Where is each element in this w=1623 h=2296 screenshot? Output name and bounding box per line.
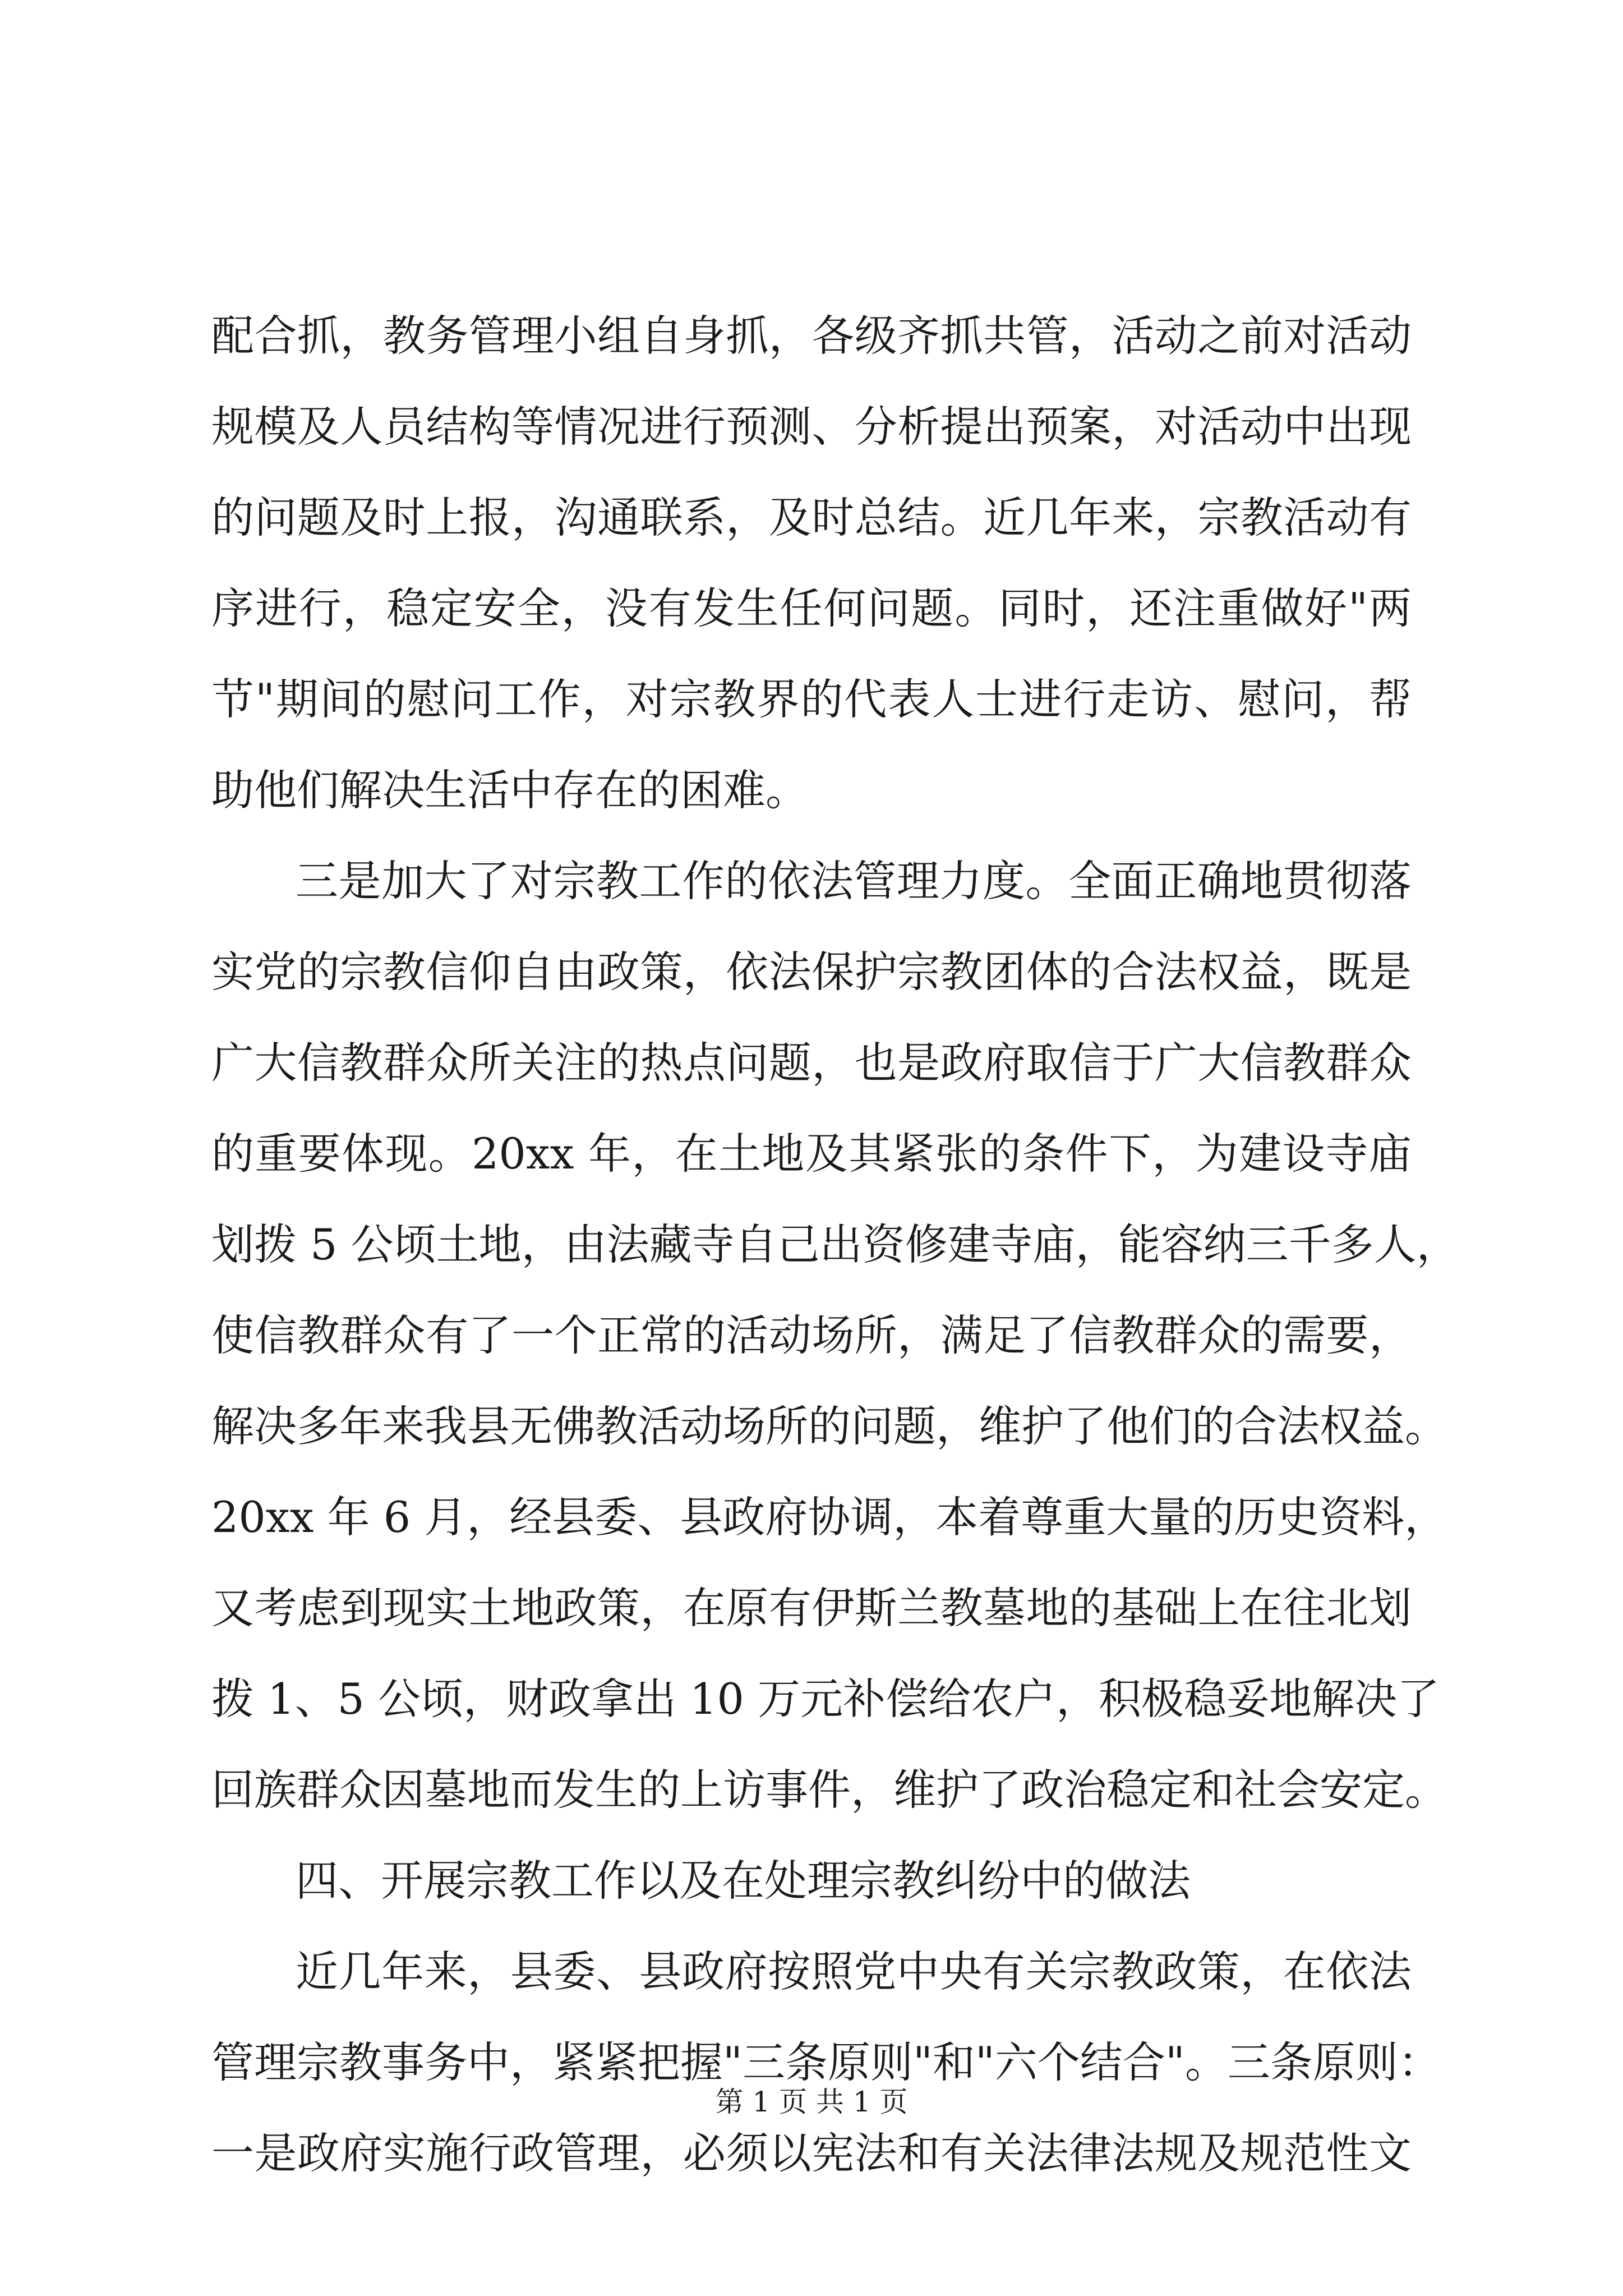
section-heading: 四、开展宗教工作以及在处理宗教纠纷中的做法 xyxy=(296,1856,1191,1906)
text-line: 管理宗教事务中，紧紧把握"三条原则"和"六个结合"。三条原则： xyxy=(211,2037,1441,2087)
text-line: 节"期间的慰问工作，对宗教界的代表人士进行走访、慰问，帮 xyxy=(211,674,1412,724)
text-line: 的问题及时上报，沟通联系，及时总结。近几年来，宗教活动有 xyxy=(211,493,1412,542)
text-line: 广大信教群众所关注的热点问题，也是政府取信于广大信教群众 xyxy=(211,1038,1412,1088)
text-line: 拨 1、5 公顷，财政拿出 10 万元补偿给农户，积极稳妥地解决了 xyxy=(211,1674,1440,1724)
text-line: 划拨 5 公顷土地，由法藏寺自己出资修建寺庙，能容纳三千多人， xyxy=(211,1220,1459,1269)
text-line: 的重要体现。20xx 年，在土地及其紧张的条件下，为建设寺庙 xyxy=(211,1129,1412,1179)
text-line: 使信教群众有了一个正常的活动场所，满足了信教群众的需要， xyxy=(211,1310,1412,1360)
text-line: 助他们解决生活中存在的困难。 xyxy=(211,765,808,815)
text-line: 规模及人员结构等情况进行预测、分析提出预案，对活动中出现 xyxy=(211,402,1412,452)
paragraph-first-line: 三是加大了对宗教工作的依法管理力度。全面正确地贯彻落 xyxy=(296,856,1412,906)
text-line: 又考虑到现实土地政策，在原有伊斯兰教墓地的基础上在往北划 xyxy=(211,1583,1412,1633)
text-line: 一是政府实施行政管理，必须以宪法和有关法律法规及规范性文 xyxy=(211,2128,1412,2178)
text-line: 实党的宗教信仰自由政策，依法保护宗教团体的合法权益，既是 xyxy=(211,947,1412,997)
text-line: 配合抓，教务管理小组自身抓，各级齐抓共管，活动之前对活动 xyxy=(211,311,1412,361)
paragraph-first-line: 近几年来，县委、县政府按照党中央有关宗教政策，在依法 xyxy=(296,1947,1412,1996)
body-text xyxy=(211,291,1459,2199)
text-line: 解决多年来我县无佛教活动场所的问题，维护了他们的合法权益。 xyxy=(211,1401,1447,1451)
text-line: 20xx 年 6 月，经县委、县政府协调，本着尊重大量的历史资料， xyxy=(211,1492,1447,1542)
text-line: 回族群众因墓地而发生的上访事件，维护了政治稳定和社会安定。 xyxy=(211,1765,1447,1815)
text-line: 序进行，稳定安全，没有发生任何问题。同时，还注重做好"两 xyxy=(211,583,1412,633)
page-footer: 第 1 页 共 1 页 xyxy=(715,2086,908,2118)
